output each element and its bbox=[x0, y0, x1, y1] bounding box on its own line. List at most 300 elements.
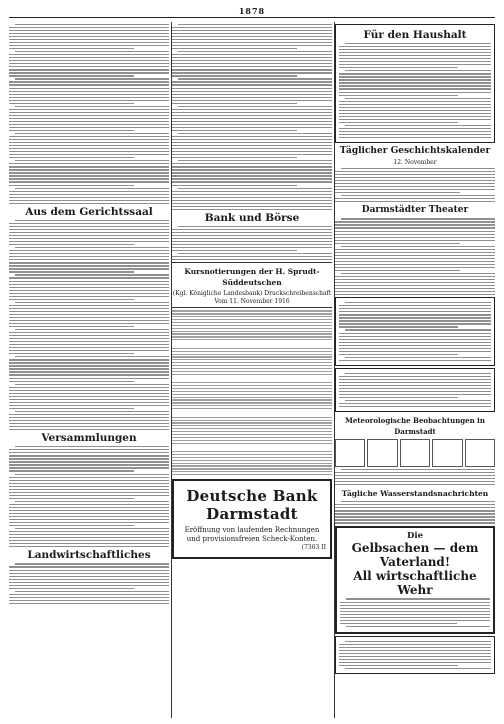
stock-row bbox=[172, 368, 332, 369]
text-line bbox=[340, 623, 457, 624]
text-line bbox=[178, 160, 332, 161]
stock-row bbox=[172, 443, 332, 444]
text-line bbox=[339, 394, 491, 395]
text-line bbox=[339, 49, 491, 50]
text-line bbox=[9, 350, 169, 351]
text-line bbox=[339, 323, 491, 324]
text-line bbox=[9, 408, 134, 409]
section-heading-theater: Darmstädter Theater bbox=[361, 205, 469, 216]
text-line bbox=[172, 200, 332, 201]
stock-row bbox=[172, 331, 332, 332]
text-line bbox=[9, 603, 169, 604]
text-line bbox=[9, 277, 169, 278]
article-text bbox=[339, 43, 491, 138]
text-line bbox=[172, 163, 332, 164]
text-line bbox=[339, 95, 458, 96]
text-line bbox=[172, 130, 297, 131]
text-line bbox=[9, 166, 169, 167]
text-line bbox=[9, 378, 169, 379]
stock-row bbox=[172, 445, 332, 449]
text-line bbox=[339, 385, 491, 386]
text-line bbox=[335, 186, 495, 187]
text-line bbox=[9, 534, 169, 535]
text-line bbox=[172, 75, 297, 76]
text-line bbox=[15, 528, 169, 529]
weather-cell bbox=[367, 439, 397, 467]
stock-row bbox=[172, 425, 332, 426]
text-line bbox=[9, 118, 169, 119]
text-line bbox=[9, 115, 169, 116]
stock-row bbox=[172, 336, 332, 337]
text-line bbox=[9, 172, 169, 173]
text-line bbox=[9, 540, 169, 541]
text-line bbox=[15, 220, 169, 221]
text-line bbox=[172, 148, 332, 149]
text-line bbox=[339, 317, 491, 318]
text-line bbox=[172, 203, 332, 204]
text-line bbox=[341, 218, 495, 219]
text-line bbox=[9, 311, 169, 312]
text-line bbox=[339, 88, 491, 89]
text-line bbox=[341, 469, 495, 470]
text-line bbox=[339, 644, 491, 645]
text-line bbox=[335, 240, 495, 241]
text-line bbox=[9, 467, 169, 468]
stock-row bbox=[172, 339, 332, 340]
text-line bbox=[9, 492, 169, 493]
text-line bbox=[339, 336, 491, 337]
text-line bbox=[9, 585, 169, 586]
text-line bbox=[172, 191, 332, 192]
text-line bbox=[335, 507, 495, 508]
text-line bbox=[341, 273, 495, 274]
text-line bbox=[339, 76, 491, 77]
text-line bbox=[339, 79, 491, 80]
column-right bbox=[335, 22, 495, 718]
section-heading-court: Aus dem Gerichtssaal bbox=[25, 205, 153, 218]
weather-table bbox=[335, 439, 495, 467]
text-line bbox=[335, 192, 460, 193]
text-line bbox=[15, 78, 169, 79]
text-line bbox=[9, 121, 169, 122]
text-line bbox=[9, 477, 169, 478]
newspaper-page bbox=[9, 6, 495, 718]
text-line bbox=[9, 594, 169, 595]
text-line bbox=[9, 341, 169, 342]
text-line bbox=[172, 206, 332, 207]
text-line bbox=[9, 579, 169, 580]
text-line bbox=[172, 109, 332, 110]
text-line bbox=[9, 241, 169, 242]
text-line bbox=[345, 125, 491, 126]
text-line bbox=[339, 665, 458, 666]
stock-row bbox=[172, 397, 332, 398]
text-line bbox=[9, 244, 134, 245]
text-line bbox=[9, 387, 169, 388]
text-line bbox=[345, 98, 491, 99]
text-line bbox=[335, 252, 495, 253]
text-line bbox=[9, 63, 169, 64]
article-text bbox=[339, 302, 491, 361]
text-line bbox=[15, 501, 169, 502]
text-line bbox=[172, 97, 332, 98]
text-line bbox=[9, 238, 169, 239]
text-line bbox=[172, 57, 332, 58]
text-line bbox=[172, 88, 332, 89]
text-line bbox=[172, 136, 332, 137]
text-line bbox=[172, 45, 332, 46]
stock-row bbox=[172, 354, 332, 355]
article-text bbox=[335, 469, 495, 485]
text-line bbox=[9, 91, 169, 92]
weather-cell bbox=[335, 439, 365, 467]
text-line bbox=[172, 241, 332, 242]
text-line bbox=[9, 194, 169, 195]
text-line bbox=[339, 662, 491, 663]
text-line bbox=[9, 347, 169, 348]
text-line bbox=[339, 326, 458, 327]
stock-row bbox=[172, 333, 332, 334]
text-line bbox=[9, 423, 169, 424]
text-line bbox=[9, 576, 169, 577]
text-line bbox=[345, 70, 491, 71]
text-line bbox=[9, 229, 169, 230]
text-line bbox=[340, 620, 490, 621]
text-line bbox=[9, 299, 134, 300]
text-line bbox=[15, 329, 169, 330]
text-line bbox=[339, 308, 491, 309]
text-line bbox=[9, 268, 169, 269]
text-line bbox=[339, 73, 491, 74]
text-line bbox=[172, 127, 332, 128]
text-line bbox=[9, 332, 169, 333]
text-line bbox=[15, 133, 169, 134]
text-line bbox=[172, 84, 332, 85]
section-heading-meetings: Versammlungen bbox=[41, 432, 137, 445]
text-line bbox=[339, 101, 491, 102]
text-line bbox=[9, 582, 169, 583]
text-line bbox=[9, 429, 169, 430]
stock-row bbox=[172, 422, 332, 423]
article-text bbox=[335, 501, 495, 523]
text-line bbox=[339, 61, 491, 62]
text-line bbox=[172, 54, 332, 55]
text-line bbox=[339, 360, 491, 361]
text-line bbox=[9, 81, 169, 82]
article-text bbox=[339, 373, 491, 408]
text-line bbox=[339, 345, 491, 346]
text-line bbox=[345, 668, 491, 669]
text-line bbox=[172, 103, 297, 104]
text-line bbox=[172, 169, 332, 170]
stock-row bbox=[172, 420, 332, 421]
text-line bbox=[172, 247, 332, 248]
text-line bbox=[335, 201, 495, 202]
text-line bbox=[339, 134, 491, 135]
stock-row bbox=[172, 319, 332, 320]
text-line bbox=[172, 115, 332, 116]
text-line bbox=[9, 458, 169, 459]
text-line bbox=[9, 390, 169, 391]
text-line bbox=[9, 157, 134, 158]
text-line bbox=[9, 163, 169, 164]
text-line bbox=[9, 449, 169, 450]
text-line bbox=[172, 244, 332, 245]
stock-table-date: Vom 11. November 1916 bbox=[214, 298, 290, 306]
text-line bbox=[339, 119, 491, 120]
text-line bbox=[172, 166, 332, 167]
text-line bbox=[15, 247, 169, 248]
stock-row bbox=[172, 348, 332, 349]
text-line bbox=[9, 256, 169, 257]
text-line bbox=[335, 227, 495, 228]
text-line bbox=[9, 353, 134, 354]
text-line bbox=[178, 226, 332, 227]
text-line bbox=[339, 382, 491, 383]
text-line bbox=[339, 85, 491, 86]
text-line bbox=[9, 504, 169, 505]
stock-row bbox=[172, 391, 332, 392]
text-line bbox=[335, 221, 495, 222]
text-line bbox=[9, 197, 169, 198]
war-bond-advertisement bbox=[335, 526, 495, 634]
text-line bbox=[9, 566, 169, 567]
stock-row bbox=[172, 388, 332, 389]
text-line bbox=[9, 72, 169, 73]
text-line bbox=[9, 510, 169, 511]
text-line bbox=[172, 259, 332, 260]
weather-cell bbox=[465, 439, 495, 467]
text-line bbox=[9, 314, 169, 315]
text-line bbox=[9, 139, 169, 140]
text-line bbox=[9, 33, 169, 34]
stock-row bbox=[172, 377, 332, 381]
text-line bbox=[9, 151, 169, 152]
text-line bbox=[335, 504, 495, 505]
stock-row bbox=[172, 325, 332, 326]
text-line bbox=[345, 400, 491, 401]
text-line bbox=[9, 546, 169, 547]
text-line bbox=[9, 374, 169, 375]
text-line bbox=[9, 338, 169, 339]
text-line bbox=[172, 194, 332, 195]
text-line bbox=[9, 597, 169, 598]
text-line bbox=[339, 376, 491, 377]
text-line bbox=[339, 333, 491, 334]
section-heading-household: Für den Haushalt bbox=[363, 29, 467, 41]
stock-row bbox=[172, 465, 332, 466]
text-line bbox=[9, 259, 169, 260]
text-line bbox=[9, 359, 169, 360]
text-line bbox=[172, 178, 332, 179]
text-line bbox=[9, 362, 169, 363]
text-line bbox=[178, 51, 332, 52]
text-line bbox=[15, 563, 169, 564]
page-number: 1878 bbox=[238, 6, 266, 16]
text-line bbox=[339, 397, 458, 398]
text-line bbox=[172, 209, 332, 210]
article-text bbox=[172, 24, 332, 210]
text-line bbox=[346, 598, 490, 599]
text-line bbox=[172, 181, 332, 182]
stock-table bbox=[172, 310, 332, 475]
stock-row bbox=[172, 454, 332, 455]
stock-row bbox=[172, 460, 332, 461]
text-line bbox=[9, 84, 169, 85]
text-line bbox=[9, 452, 169, 453]
text-line bbox=[339, 92, 491, 93]
text-line bbox=[15, 51, 169, 52]
text-line bbox=[9, 175, 169, 176]
section-heading-bank: Bank und Börse bbox=[204, 211, 300, 224]
text-line bbox=[335, 478, 495, 479]
text-line bbox=[339, 55, 491, 56]
text-line bbox=[172, 124, 332, 125]
text-line bbox=[335, 522, 495, 523]
text-line bbox=[9, 426, 169, 427]
text-line bbox=[335, 180, 495, 181]
text-line bbox=[339, 110, 491, 111]
stock-row bbox=[172, 468, 332, 469]
ad-bank-name: Deutsche Bank Darmstadt bbox=[186, 487, 318, 524]
text-line bbox=[339, 107, 491, 108]
text-line bbox=[335, 189, 495, 190]
stock-row bbox=[172, 411, 332, 415]
text-line bbox=[9, 305, 169, 306]
column-middle bbox=[172, 22, 332, 718]
text-line bbox=[9, 405, 169, 406]
text-line bbox=[339, 653, 491, 654]
text-line bbox=[9, 57, 169, 58]
text-line bbox=[172, 157, 297, 158]
text-line bbox=[9, 75, 134, 76]
text-line bbox=[9, 148, 169, 149]
text-line bbox=[172, 27, 332, 28]
text-line bbox=[339, 67, 458, 68]
text-line bbox=[172, 42, 332, 43]
text-line bbox=[339, 647, 491, 648]
stock-row bbox=[172, 322, 332, 323]
stock-row bbox=[172, 313, 332, 314]
text-line bbox=[9, 498, 134, 499]
text-line bbox=[339, 82, 491, 83]
stock-row bbox=[172, 431, 332, 432]
text-line bbox=[9, 470, 134, 471]
text-line bbox=[9, 489, 169, 490]
text-line bbox=[172, 100, 332, 101]
text-line bbox=[335, 282, 495, 283]
text-line bbox=[335, 475, 495, 476]
stock-row bbox=[172, 417, 332, 418]
text-line bbox=[9, 525, 134, 526]
text-line bbox=[9, 88, 169, 89]
notice-box bbox=[335, 636, 495, 674]
text-line bbox=[335, 243, 460, 244]
text-line bbox=[172, 232, 332, 233]
text-line bbox=[172, 81, 332, 82]
text-line bbox=[335, 270, 460, 271]
text-line bbox=[335, 237, 495, 238]
text-line bbox=[335, 481, 495, 482]
weather-cell bbox=[400, 439, 430, 467]
stock-row bbox=[172, 371, 332, 372]
text-line bbox=[340, 614, 490, 615]
text-line bbox=[339, 305, 491, 306]
text-line bbox=[335, 249, 495, 250]
stock-row bbox=[172, 310, 332, 311]
text-line bbox=[9, 181, 169, 182]
text-line bbox=[345, 302, 491, 303]
text-line bbox=[339, 320, 491, 321]
notice-box bbox=[335, 297, 495, 365]
text-line bbox=[335, 255, 495, 256]
text-line bbox=[9, 94, 169, 95]
text-line bbox=[339, 379, 491, 380]
text-line bbox=[335, 294, 495, 295]
text-line bbox=[172, 185, 297, 186]
stock-row bbox=[172, 374, 332, 375]
text-line bbox=[339, 348, 491, 349]
text-line bbox=[346, 626, 490, 627]
section-heading-water: Tägliche Wasserstandsnachrichten bbox=[341, 489, 489, 499]
text-line bbox=[172, 66, 332, 67]
text-line bbox=[172, 197, 332, 198]
text-line bbox=[335, 276, 495, 277]
text-line bbox=[9, 60, 169, 61]
text-line bbox=[9, 284, 169, 285]
text-line bbox=[15, 474, 169, 475]
divider bbox=[172, 307, 332, 308]
text-line bbox=[335, 224, 495, 225]
top-rule bbox=[9, 17, 495, 18]
text-line bbox=[339, 656, 491, 657]
text-line bbox=[9, 414, 169, 415]
stock-row bbox=[172, 428, 332, 429]
text-line bbox=[9, 317, 169, 318]
text-line bbox=[9, 45, 169, 46]
article-text bbox=[339, 641, 491, 669]
text-line bbox=[9, 522, 169, 523]
text-line bbox=[9, 27, 169, 28]
text-line bbox=[335, 174, 495, 175]
text-line bbox=[9, 136, 169, 137]
text-line bbox=[172, 69, 332, 70]
text-line bbox=[9, 39, 169, 40]
text-line bbox=[335, 267, 495, 268]
text-line bbox=[9, 69, 169, 70]
text-line bbox=[9, 365, 169, 366]
text-line bbox=[172, 39, 332, 40]
text-line bbox=[9, 253, 169, 254]
text-line bbox=[335, 261, 495, 262]
text-line bbox=[9, 235, 169, 236]
text-line bbox=[172, 36, 332, 37]
text-line bbox=[9, 381, 134, 382]
text-line bbox=[339, 342, 491, 343]
text-line bbox=[9, 142, 169, 143]
text-line bbox=[339, 403, 491, 404]
text-line bbox=[9, 543, 169, 544]
text-line bbox=[9, 402, 169, 403]
stock-row bbox=[172, 356, 332, 357]
text-line bbox=[9, 226, 169, 227]
text-line bbox=[172, 154, 332, 155]
text-line bbox=[345, 329, 491, 330]
text-line bbox=[335, 472, 495, 473]
article-text bbox=[335, 218, 495, 295]
text-line bbox=[341, 501, 495, 502]
text-line bbox=[340, 605, 490, 606]
